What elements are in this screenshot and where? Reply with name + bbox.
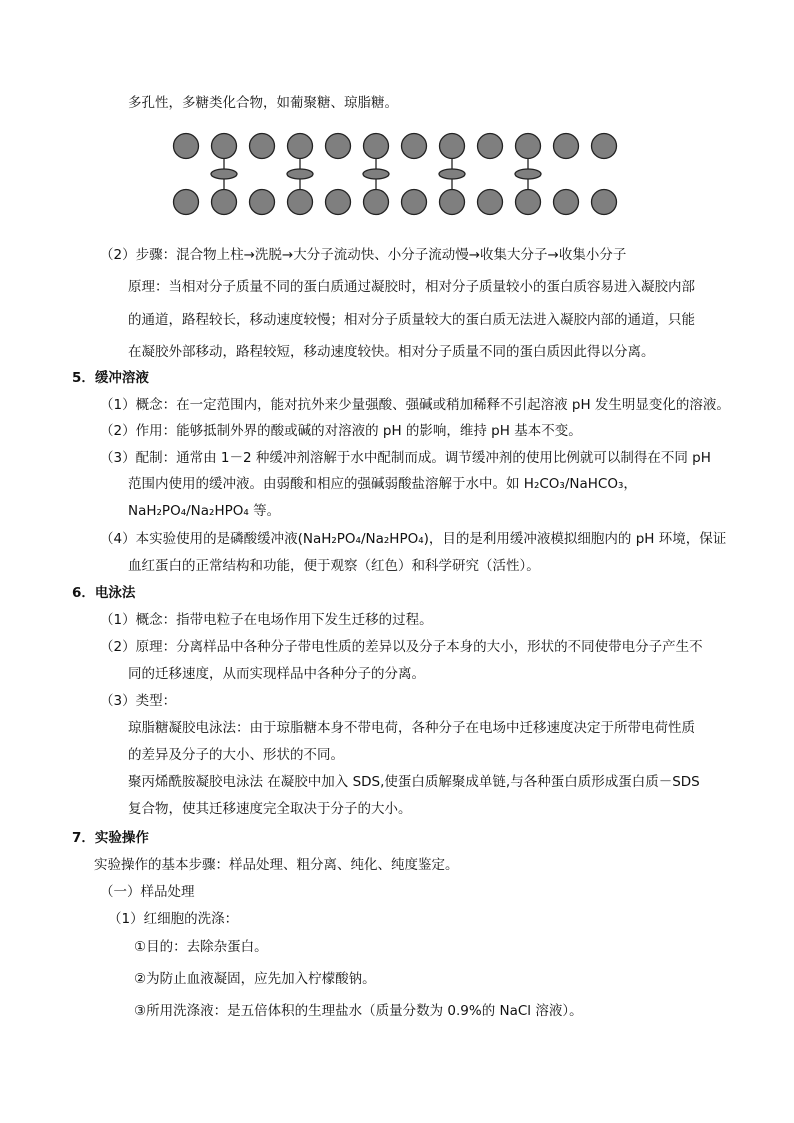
gel-bead xyxy=(402,134,427,159)
gel-bead xyxy=(592,134,617,159)
principle-line-3: 在凝胶外部移动，路程较短，移动速度较快。相对分子质量不同的蛋白质因此得以分离。 xyxy=(128,344,655,360)
electrophoresis-heading: 6．电泳法 xyxy=(72,585,136,601)
ep-agarose-1: 琼脂糖凝胶电泳法：由于琼脂糖本身不带电荷，各种分子在电场中迁移速度决定于所带电荷性质 xyxy=(128,720,695,736)
ep-agarose-2: 的差异及分子的大小、形状的不同。 xyxy=(128,747,344,763)
crosslink-ellipse xyxy=(363,169,389,179)
gel-bead xyxy=(440,190,465,215)
ep-types-label: （3）类型： xyxy=(100,693,177,709)
crosslink-ellipse xyxy=(439,169,465,179)
ep-principle-2: 同的迁移速度，从而实现样品中各种分子的分离。 xyxy=(128,666,425,682)
gel-bead xyxy=(288,190,313,215)
experiment-heading: 7．实验操作 xyxy=(72,830,149,846)
gel-bead xyxy=(554,134,579,159)
gel-bead xyxy=(516,134,541,159)
ep-page-2: 复合物，使其迁移速度完全取决于分子的大小。 xyxy=(128,801,412,817)
gel-bead xyxy=(174,134,199,159)
gel-bead xyxy=(402,190,427,215)
wash-title: （1）红细胞的洗涤： xyxy=(108,911,239,927)
wash-item-3: ③所用洗涤液：是五倍体积的生理盐水（质量分数为 0.9%的 NaCl 溶液）。 xyxy=(134,1003,583,1019)
steps-line: （2）步骤：混合物上柱→洗脱→大分子流动快、小分子流动慢→收集大分子→收集小分子 xyxy=(100,247,627,263)
gel-bead xyxy=(592,190,617,215)
buffer-concept: （1）概念：在一定范围内，能对抗外来少量强酸、强碱或稍加稀释不引起溶液 pH 发生明显变化的溶液。 xyxy=(100,397,730,413)
gel-bead xyxy=(516,190,541,215)
buffer-heading: 5．缓冲溶液 xyxy=(72,370,149,386)
principle-line-1: 原理：当相对分子质量不同的蛋白质通过凝胶时，相对分子质量较小的蛋白质容易进入凝胶内部 xyxy=(128,279,695,295)
gel-structure-diagram xyxy=(168,130,628,220)
crosslink-ellipse xyxy=(287,169,313,179)
buffer-prep-2: 范围内使用的缓冲液。由弱酸和相应的强碱弱酸盐溶解于水中。如 H₂CO₃/NaHCO₃， xyxy=(128,476,637,492)
intro-line: 多孔性，多糖类化合物，如葡聚糖、琼脂糖。 xyxy=(128,95,398,111)
section-sample-processing: （一）样品处理 xyxy=(100,884,195,900)
principle-line-2: 的通道，路程较长，移动速度较慢；相对分子质量较大的蛋白质无法进入凝胶内部的通道，只能 xyxy=(128,312,695,328)
gel-bead xyxy=(174,190,199,215)
gel-bead xyxy=(364,190,389,215)
wash-item-1: ①目的：去除杂蛋白。 xyxy=(134,939,268,955)
crosslink-ellipse xyxy=(211,169,237,179)
gel-bead xyxy=(250,190,275,215)
ep-principle-1: （2）原理：分离样品中各种分子带电性质的差异以及分子本身的大小，形状的不同使带电分子产生不 xyxy=(100,639,703,655)
ep-page-1: 聚丙烯酰胺凝胶电泳法 在凝胶中加入 SDS,使蛋白质解聚成单链,与各种蛋白质形成蛋白质－SDS xyxy=(128,774,700,790)
buffer-usage-1: （4）本实验使用的是磷酸缓冲液(NaH₂PO₄/Na₂HPO₄)，目的是利用缓冲液模拟细胞内的 pH 环境，保证 xyxy=(100,531,727,547)
gel-bead xyxy=(212,190,237,215)
gel-bead xyxy=(364,134,389,159)
gel-bead xyxy=(440,134,465,159)
gel-bead xyxy=(478,190,503,215)
buffer-prep-3: NaH₂PO₄/Na₂HPO₄ 等。 xyxy=(128,503,281,519)
experiment-steps: 实验操作的基本步骤：样品处理、粗分离、纯化、纯度鉴定。 xyxy=(94,857,459,873)
gel-bead xyxy=(478,134,503,159)
buffer-function: （2）作用：能够抵制外界的酸或碱的对溶液的 pH 的影响，维持 pH 基本不变。 xyxy=(100,423,582,439)
crosslink-ellipse xyxy=(515,169,541,179)
wash-item-2: ②为防止血液凝固，应先加入柠檬酸钠。 xyxy=(134,971,376,987)
gel-bead xyxy=(288,134,313,159)
gel-bead xyxy=(212,134,237,159)
buffer-prep-1: （3）配制：通常由 1－2 种缓冲剂溶解于水中配制而成。调节缓冲剂的使用比例就可以制得在不同 pH xyxy=(100,450,711,466)
gel-bead xyxy=(326,190,351,215)
gel-bead xyxy=(250,134,275,159)
gel-bead xyxy=(554,190,579,215)
gel-bead xyxy=(326,134,351,159)
buffer-usage-2: 血红蛋白的正常结构和功能，便于观察（红色）和科学研究（活性）。 xyxy=(128,558,540,574)
ep-concept: （1）概念：指带电粒子在电场作用下发生迁移的过程。 xyxy=(100,612,433,628)
